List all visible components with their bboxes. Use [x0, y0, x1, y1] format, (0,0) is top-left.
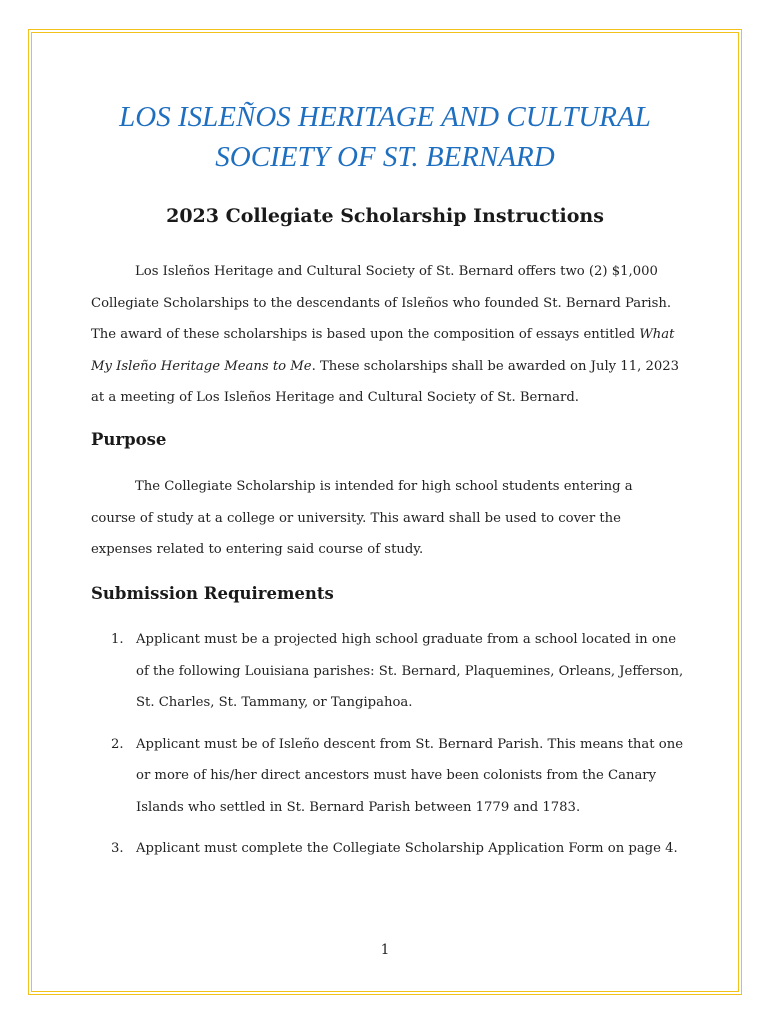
- requirement-item: [91, 833, 686, 865]
- document-title: 2023 Collegiate Scholarship Instructions: [166, 205, 604, 227]
- requirement-number: 2.: [111, 736, 124, 752]
- requirement-number: 3.: [111, 841, 124, 856]
- essay-title: What My Isleño Heritage Means to Me: [91, 327, 675, 374]
- intro-text-end: . These scholarships shall be awarded on July 11, 2023 at a meeting of Los Isleños Heritage and Cultural Society of St. Bernard.: [91, 358, 680, 405]
- organization-title: [60, 97, 710, 177]
- requirement-item: [91, 729, 686, 824]
- intro-text-start: Los Isleños Heritage and Cultural Society of St. Bernard offers two (2) $1,000 Collegiate Scholarships to the descendants of Isleños who founded St. Bernard Parish. The award of these scholarships is based upon the composition of essays entitled: [91, 264, 672, 342]
- purpose-paragraph: The Collegiate Scholarship is intended for high school students entering a course of study at a college or university. This award shall be used to cover the expenses related to entering said course of study.: [91, 479, 633, 557]
- requirement-number: 1.: [111, 632, 124, 647]
- purpose-heading: Purpose: [91, 430, 167, 449]
- requirements-list: [91, 624, 686, 875]
- requirement-item: [91, 624, 686, 719]
- intro-paragraph: [91, 256, 681, 414]
- organization-title-line-1: LOS ISLEÑOS HERITAGE AND CULTURAL: [119, 101, 651, 133]
- organization-title-line-2: SOCIETY OF ST. BERNARD: [215, 141, 555, 173]
- requirement-text: Applicant must complete the Collegiate Scholarship Application Form on page 4.: [136, 841, 678, 856]
- page-number: 1: [380, 942, 390, 958]
- submission-requirements-heading: Submission Requirements: [91, 584, 334, 603]
- requirement-text: Applicant must be of Isleño descent from St. Bernard Parish. This means that one or more of his/her direct ancestors must have been colonists from the Canary Islands who settled in St. Bernard Parish between 1779 and 1783.: [136, 736, 684, 815]
- requirement-text: Applicant must be a projected high school graduate from a school located in one of the following Louisiana parishes: St. Bernard, Plaquemines, Orleans, Jefferson, St. Charles, St. Tammany, or Tangipahoa.: [136, 632, 684, 710]
